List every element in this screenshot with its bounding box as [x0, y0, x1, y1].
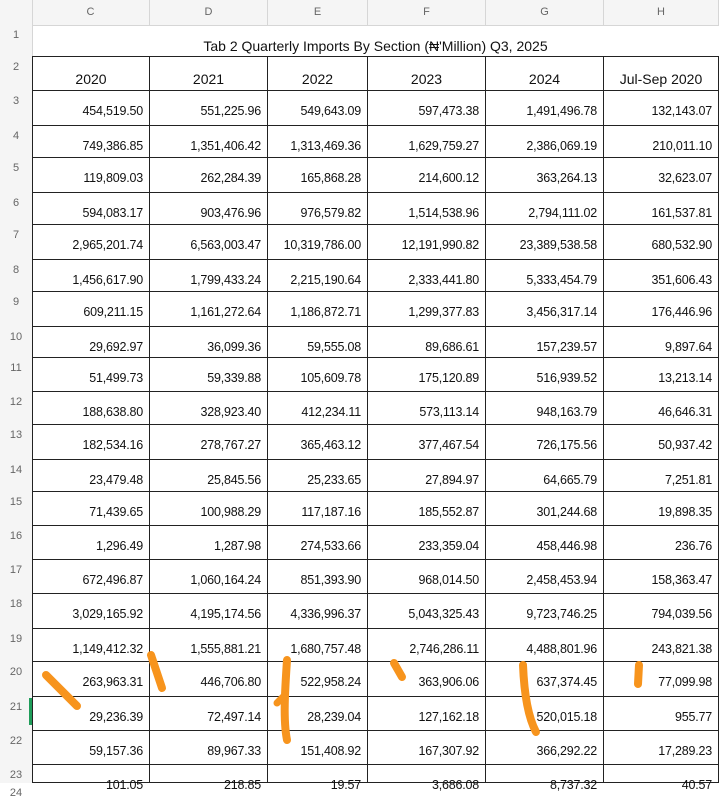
data-cell[interactable]: 551,225.96 [150, 91, 268, 125]
data-cell[interactable]: 176,446.96 [604, 292, 719, 326]
data-cell[interactable]: 573,113.14 [368, 392, 486, 424]
data-cell[interactable]: 3,029,165.92 [32, 594, 150, 628]
data-cell[interactable]: 3,456,317.14 [486, 292, 604, 326]
table-row [32, 594, 719, 629]
row-header-bar [0, 25, 33, 799]
data-cell[interactable]: 9,723,746.25 [486, 594, 604, 628]
table-row [32, 327, 719, 358]
data-cell[interactable]: 40.57 [604, 765, 719, 782]
row-number-15[interactable]: 15 [9, 496, 23, 508]
data-cell[interactable]: 1,555,881.21 [150, 629, 268, 661]
data-cell[interactable]: 9,897.64 [604, 327, 719, 357]
data-cell[interactable]: 59,555.08 [268, 327, 368, 357]
data-cell[interactable]: 167,307.92 [368, 731, 486, 764]
data-cell[interactable]: 89,967.33 [150, 731, 268, 764]
data-cell[interactable]: 454,519.50 [32, 91, 150, 125]
data-cell[interactable]: 366,292.22 [486, 731, 604, 764]
data-cell[interactable]: 2,794,111.02 [486, 193, 604, 224]
data-cell[interactable]: 59,339.88 [150, 358, 268, 391]
data-cell[interactable]: 59,157.36 [32, 731, 150, 764]
row-number-11[interactable]: 11 [10, 362, 22, 374]
data-cell[interactable]: 1,296.49 [32, 526, 150, 559]
data-cell[interactable]: 7,251.81 [604, 460, 719, 491]
data-cell[interactable]: 214,600.12 [368, 158, 486, 192]
data-cell[interactable]: 262,284.39 [150, 158, 268, 192]
column-letter-d[interactable]: D [150, 0, 268, 25]
data-cell[interactable]: 28,239.04 [268, 697, 368, 730]
table-row [32, 697, 719, 731]
data-cell[interactable]: 520,015.18 [486, 697, 604, 730]
data-cell[interactable]: 903,476.96 [150, 193, 268, 224]
data-cell[interactable]: 1,491,496.78 [486, 91, 604, 125]
data-cell[interactable]: 5,333,454.79 [486, 260, 604, 291]
data-cell[interactable]: 968,014.50 [368, 560, 486, 593]
row-number-1[interactable]: 1 [12, 29, 20, 41]
data-cell[interactable]: 637,374.45 [486, 662, 604, 696]
data-cell[interactable]: 1,351,406.42 [150, 126, 268, 157]
table-row [32, 425, 719, 460]
data-cell[interactable]: 165,868.28 [268, 158, 368, 192]
table-row [32, 91, 719, 126]
table-row [32, 193, 719, 225]
data-cell[interactable]: 1,680,757.48 [268, 629, 368, 661]
data-cell[interactable]: 243,821.38 [604, 629, 719, 661]
data-cell[interactable]: 10,319,786.00 [268, 225, 368, 259]
data-cell[interactable]: 1,456,617.90 [32, 260, 150, 291]
data-cell[interactable]: 51,499.73 [32, 358, 150, 391]
data-cell[interactable]: 2,965,201.74 [32, 225, 150, 259]
data-cell[interactable]: 77,099.98 [604, 662, 719, 696]
row-number-18[interactable]: 18 [9, 598, 23, 610]
data-cell[interactable]: 2,458,453.94 [486, 560, 604, 593]
table-row [32, 460, 719, 492]
data-cell[interactable]: 5,043,325.43 [368, 594, 486, 628]
header-cell[interactable]: 2024 [486, 57, 604, 90]
row-number-24[interactable]: 24 [9, 787, 23, 799]
data-cell[interactable]: 236.76 [604, 526, 719, 559]
data-cell[interactable]: 210,011.10 [604, 126, 719, 157]
table-row [32, 731, 719, 765]
data-cell[interactable]: 4,488,801.96 [486, 629, 604, 661]
data-cell[interactable]: 46,646.31 [604, 392, 719, 424]
row-number-19[interactable]: 19 [9, 633, 23, 645]
data-cell[interactable]: 19.57 [268, 765, 368, 782]
data-cell[interactable]: 1,799,433.24 [150, 260, 268, 291]
data-cell[interactable]: 2,333,441.80 [368, 260, 486, 291]
data-cell[interactable]: 672,496.87 [32, 560, 150, 593]
data-cell[interactable]: 218.85 [150, 765, 268, 782]
row-number-3[interactable]: 3 [12, 95, 20, 107]
row-number-17[interactable]: 17 [9, 564, 23, 576]
header-cell[interactable]: Jul-Sep 2020 [604, 57, 719, 90]
header-cell[interactable]: 2022 [268, 57, 368, 90]
data-cell[interactable]: 377,467.54 [368, 425, 486, 459]
column-header-bar [0, 0, 719, 26]
row-number-21[interactable]: 21 [9, 701, 23, 713]
table-row [32, 225, 719, 260]
data-cell[interactable]: 328,923.40 [150, 392, 268, 424]
data-cell[interactable]: 794,039.56 [604, 594, 719, 628]
data-cell[interactable]: 458,446.98 [486, 526, 604, 559]
data-cell[interactable]: 597,473.38 [368, 91, 486, 125]
data-cell[interactable]: 1,060,164.24 [150, 560, 268, 593]
data-cell[interactable]: 6,563,003.47 [150, 225, 268, 259]
data-cell[interactable]: 274,533.66 [268, 526, 368, 559]
data-cell[interactable]: 71,439.65 [32, 492, 150, 525]
column-letter-h[interactable]: H [604, 0, 719, 25]
data-cell[interactable]: 363,264.13 [486, 158, 604, 192]
data-cell[interactable]: 27,894.97 [368, 460, 486, 491]
data-cell[interactable]: 29,236.39 [32, 697, 150, 730]
data-cell[interactable]: 8,737.32 [486, 765, 604, 782]
data-cell[interactable]: 1,287.98 [150, 526, 268, 559]
data-cell[interactable]: 182,534.16 [32, 425, 150, 459]
row-number-22[interactable]: 22 [9, 735, 23, 747]
data-cell[interactable]: 2,215,190.64 [268, 260, 368, 291]
data-cell[interactable]: 1,299,377.83 [368, 292, 486, 326]
row-number-7[interactable]: 7 [12, 229, 20, 241]
data-cell[interactable]: 549,643.09 [268, 91, 368, 125]
table-row [32, 292, 719, 327]
data-cell[interactable]: 594,083.17 [32, 193, 150, 224]
data-cell[interactable]: 726,175.56 [486, 425, 604, 459]
row-number-8[interactable]: 8 [12, 264, 20, 276]
column-letter-e[interactable]: E [268, 0, 368, 25]
data-cell[interactable]: 117,187.16 [268, 492, 368, 525]
data-cell[interactable]: 446,706.80 [150, 662, 268, 696]
data-cell[interactable]: 175,120.89 [368, 358, 486, 391]
sheet-title-cell[interactable]: Tab 2 Quarterly Imports By Section (₦'Million) Q3, 2025 [32, 25, 719, 57]
data-cell[interactable]: 2,746,286.11 [368, 629, 486, 661]
table-row [32, 260, 719, 292]
data-cell[interactable]: 25,233.65 [268, 460, 368, 491]
data-cell[interactable]: 32,623.07 [604, 158, 719, 192]
header-row [32, 57, 719, 91]
select-all-corner[interactable] [0, 0, 33, 25]
data-cell[interactable]: 955.77 [604, 697, 719, 730]
row-number-9[interactable]: 9 [12, 296, 20, 308]
row-number-12[interactable]: 12 [9, 396, 23, 408]
data-cell[interactable]: 23,479.48 [32, 460, 150, 491]
data-cell[interactable]: 185,552.87 [368, 492, 486, 525]
row-number-2[interactable]: 2 [12, 61, 20, 73]
data-cell[interactable]: 89,686.61 [368, 327, 486, 357]
row-number-23[interactable]: 23 [9, 769, 23, 781]
data-cell[interactable]: 132,143.07 [604, 91, 719, 125]
column-letter-c[interactable]: C [32, 0, 150, 25]
row-number-4[interactable]: 4 [12, 130, 20, 142]
data-cell[interactable]: 365,463.12 [268, 425, 368, 459]
data-cell[interactable]: 1,313,469.36 [268, 126, 368, 157]
table-row [32, 492, 719, 526]
data-cell[interactable]: 36,099.36 [150, 327, 268, 357]
column-letter-f[interactable]: F [368, 0, 486, 25]
data-cell[interactable]: 100,988.29 [150, 492, 268, 525]
data-cell[interactable]: 301,244.68 [486, 492, 604, 525]
data-cell[interactable]: 351,606.43 [604, 260, 719, 291]
data-cell[interactable]: 161,537.81 [604, 193, 719, 224]
data-cell[interactable]: 101.05 [32, 765, 150, 782]
row-number-5[interactable]: 5 [12, 162, 20, 174]
row-number-13[interactable]: 13 [9, 429, 23, 441]
header-cell[interactable]: 2020 [32, 57, 150, 90]
data-cell[interactable]: 851,393.90 [268, 560, 368, 593]
data-cell[interactable]: 17,289.23 [604, 731, 719, 764]
row-number-20[interactable]: 20 [9, 666, 23, 678]
table-row [32, 358, 719, 392]
data-cell[interactable]: 3,686.08 [368, 765, 486, 782]
row-number-10[interactable]: 10 [9, 331, 23, 343]
data-cell[interactable]: 50,937.42 [604, 425, 719, 459]
data-cell[interactable]: 151,408.92 [268, 731, 368, 764]
data-cell[interactable]: 4,336,996.37 [268, 594, 368, 628]
data-cell[interactable]: 105,609.78 [268, 358, 368, 391]
data-cell[interactable]: 516,939.52 [486, 358, 604, 391]
data-cell[interactable]: 1,149,412.32 [32, 629, 150, 661]
data-cell[interactable]: 1,629,759.27 [368, 126, 486, 157]
header-cell[interactable]: 2023 [368, 57, 486, 90]
data-cell[interactable]: 64,665.79 [486, 460, 604, 491]
row-number-6[interactable]: 6 [12, 197, 20, 209]
data-cell[interactable]: 127,162.18 [368, 697, 486, 730]
table-row [32, 560, 719, 594]
data-cell[interactable]: 72,497.14 [150, 697, 268, 730]
data-cell[interactable]: 12,191,990.82 [368, 225, 486, 259]
data-cell[interactable]: 680,532.90 [604, 225, 719, 259]
data-cell[interactable]: 1,514,538.96 [368, 193, 486, 224]
column-letter-g[interactable]: G [486, 0, 604, 25]
data-cell[interactable]: 278,767.27 [150, 425, 268, 459]
data-cell[interactable]: 158,363.47 [604, 560, 719, 593]
data-cell[interactable]: 188,638.80 [32, 392, 150, 424]
data-cell[interactable]: 157,239.57 [486, 327, 604, 357]
active-row-indicator [29, 698, 32, 725]
data-cell[interactable]: 609,211.15 [32, 292, 150, 326]
data-cell[interactable]: 263,963.31 [32, 662, 150, 696]
data-cell[interactable]: 1,186,872.71 [268, 292, 368, 326]
table-row [32, 765, 719, 792]
table-row [32, 629, 719, 662]
table-row [32, 662, 719, 697]
data-cell[interactable]: 23,389,538.58 [486, 225, 604, 259]
table-row [32, 392, 719, 425]
table-row [32, 158, 719, 193]
data-cell[interactable]: 13,213.14 [604, 358, 719, 391]
data-cell[interactable]: 19,898.35 [604, 492, 719, 525]
data-cell[interactable]: 119,809.03 [32, 158, 150, 192]
data-cell[interactable]: 363,906.06 [368, 662, 486, 696]
data-cell[interactable]: 2,386,069.19 [486, 126, 604, 157]
data-cell[interactable]: 4,195,174.56 [150, 594, 268, 628]
table-row [32, 126, 719, 158]
data-cell[interactable]: 25,845.56 [150, 460, 268, 491]
data-cell[interactable]: 522,958.24 [268, 662, 368, 696]
row-number-14[interactable]: 14 [9, 464, 23, 476]
data-cell[interactable]: 976,579.82 [268, 193, 368, 224]
data-cell[interactable]: 1,161,272.64 [150, 292, 268, 326]
data-cell[interactable]: 29,692.97 [32, 327, 150, 357]
header-cell[interactable]: 2021 [150, 57, 268, 90]
row-number-16[interactable]: 16 [9, 530, 23, 542]
table-row [32, 526, 719, 560]
data-cell[interactable]: 412,234.11 [268, 392, 368, 424]
data-cell[interactable]: 233,359.04 [368, 526, 486, 559]
data-cell[interactable]: 948,163.79 [486, 392, 604, 424]
data-cell[interactable]: 749,386.85 [32, 126, 150, 157]
